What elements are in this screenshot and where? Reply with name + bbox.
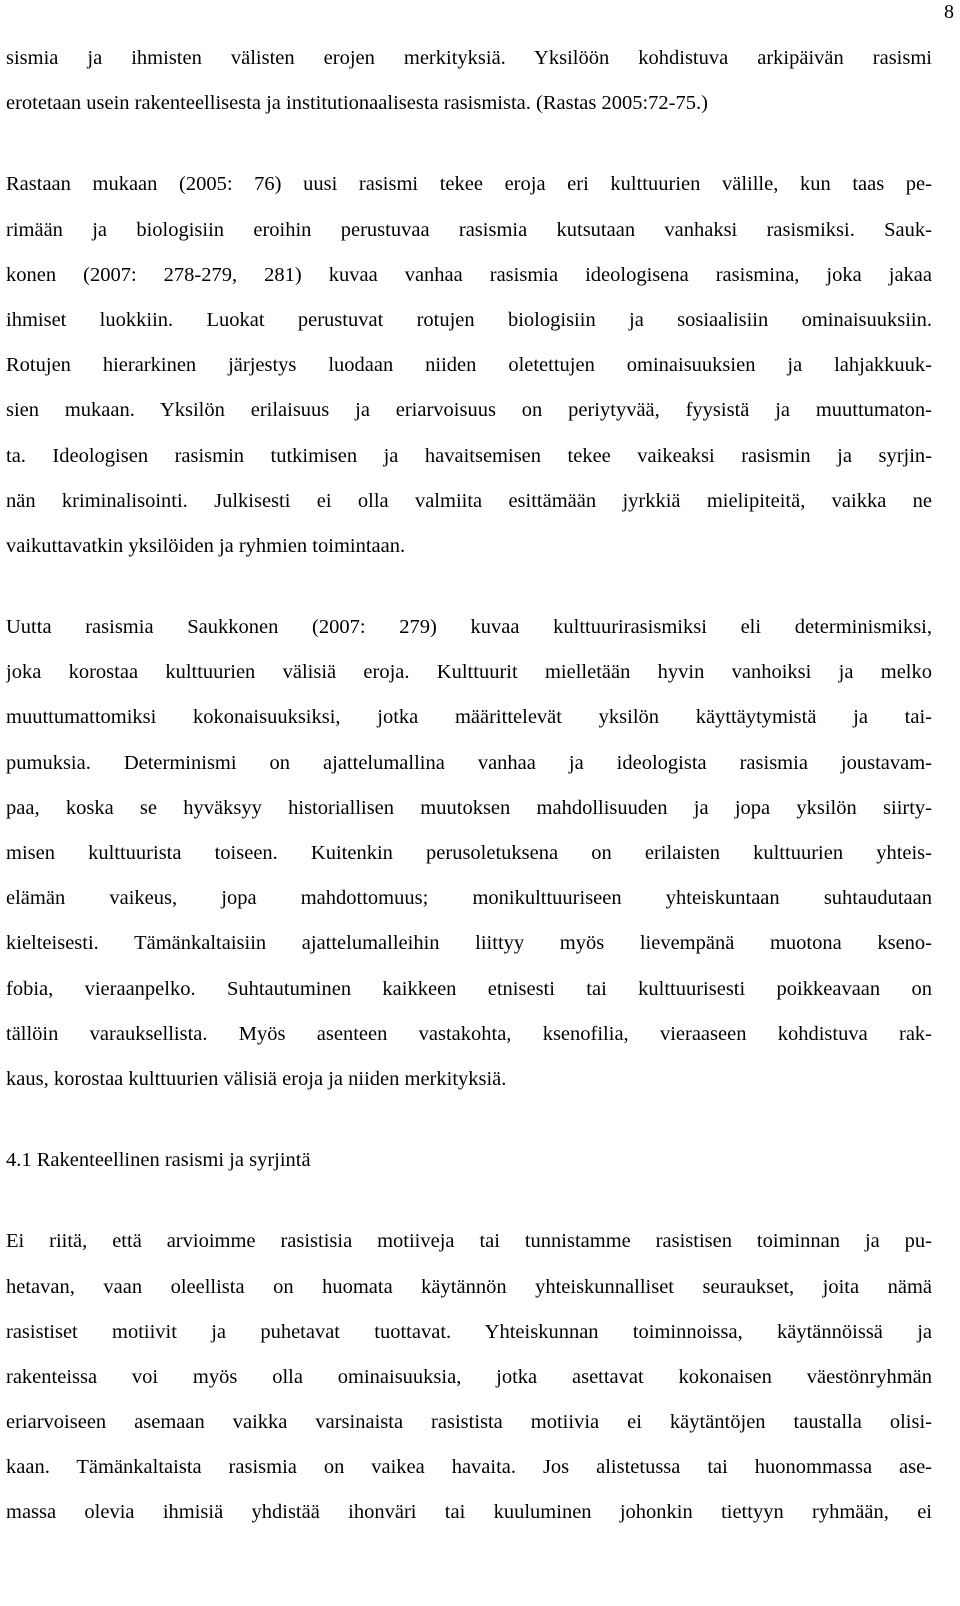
text-line: muuttumattomiksi kokonaisuuksiksi, jotka määrittelevät yksilön käyttäytymistä ja tai- <box>6 706 932 729</box>
text-line: Rastaan mukaan (2005: 76) uusi rasismi tekee eroja eri kulttuurien välille, kun taas pe- <box>6 173 932 196</box>
text-line: kielteisesti. Tämänkaltaisiin ajattelumalleihin liittyy myös lievempänä muotona kseno- <box>6 932 932 955</box>
paragraph-1 <box>6 36 932 126</box>
paragraph-4 <box>6 1219 932 1535</box>
text-line: ihmiset luokkiin. Luokat perustuvat rotujen biologisiin ja sosiaalisiin ominaisuuksiin. <box>6 308 932 331</box>
text-line: rakenteissa voi myös olla ominaisuuksia, jotka asettavat kokonaisen väestönryhmän <box>6 1365 932 1388</box>
text-line: sismia ja ihmisten välisten erojen merkityksiä. Yksilöön kohdistuva arkipäivän rasismi <box>6 47 932 69</box>
section-heading <box>6 1138 932 1183</box>
text-line: pumuksia. Determinismi on ajattelumallina vanhaa ja ideologista rasismia joustavam- <box>6 751 932 774</box>
text-line: joka korostaa kulttuurien välisiä eroja. Kulttuurit mielletään hyvin vanhoiksi ja melko <box>6 661 932 684</box>
text-line: massa olevia ihmisiä yhdistää ihonväri tai kuuluminen johonkin tiettyyn ryhmään, ei <box>6 1501 932 1524</box>
text-line: vaikuttavatkin yksilöiden ja ryhmien toimintaan. <box>6 534 406 557</box>
page-number: 8 <box>944 1 954 23</box>
text-line: nän kriminalisointi. Julkisesti ei olla valmiita esittämään jyrkkiä mielipiteitä, vaikka ne <box>6 489 932 512</box>
text-line: Rotujen hierarkinen järjestys luodaan niiden oletettujen ominaisuuksien ja lahjakkuuk- <box>6 354 932 377</box>
text-line: tällöin varauksellista. Myös asenteen vastakohta, ksenofilia, vieraaseen kohdistuva rak- <box>6 1022 932 1045</box>
text-line: Uutta rasismia Saukkonen (2007: 279) kuvaa kulttuurirasismiksi eli determinismiksi, <box>6 616 932 639</box>
paragraph-2 <box>6 162 932 569</box>
text-line: konen (2007: 278-279, 281) kuvaa vanhaa rasismia ideologisena rasismina, joka jakaa <box>6 263 932 286</box>
text-line: hetavan, vaan oleellista on huomata käytännön yhteiskunnalliset seuraukset, joita nämä <box>6 1275 932 1298</box>
paragraph-3 <box>6 605 932 1102</box>
text-line: ta. Ideologisen rasismin tutkimisen ja havaitsemisen tekee vaikeaksi rasismin ja syrjin- <box>6 444 932 467</box>
document-body <box>6 36 932 1572</box>
text-line: kaan. Tämänkaltaista rasismia on vaikea havaita. Jos alistetussa tai huonommassa ase- <box>6 1456 932 1479</box>
text-line: sien mukaan. Yksilön erilaisuus ja eriarvoisuus on periytyvää, fyysistä ja muuttumaton- <box>6 399 932 422</box>
text-line: kaus, korostaa kulttuurien välisiä eroja ja niiden merkityksiä. <box>6 1067 507 1090</box>
text-line: elämän vaikeus, jopa mahdottomuus; monikulttuuriseen yhteiskuntaan suhtaudutaan <box>6 887 932 910</box>
text-line: rasistiset motiivit ja puhetavat tuottavat. Yhteiskunnan toiminnoissa, käytännöissä ja <box>6 1320 932 1343</box>
section-heading-text: 4.1 Rakenteellinen rasismi ja syrjintä <box>6 1149 311 1172</box>
text-line: rimään ja biologisiin eroihin perustuvaa rasismia kutsutaan vanhaksi rasismiksi. Sauk- <box>6 218 932 241</box>
text-line: eriarvoiseen asemaan vaikka varsinaista rasistista motiivia ei käytäntöjen taustalla olisi- <box>6 1411 932 1434</box>
text-line: erotetaan usein rakenteellisesta ja institutionaalisesta rasismista. (Rastas 2005:72-75.) <box>6 92 708 115</box>
text-line: Ei riitä, että arvioimme rasistisia motiiveja tai tunnistamme rasistisen toiminnan ja pu- <box>6 1230 932 1253</box>
text-line: paa, koska se hyväksyy historiallisen muutoksen mahdollisuuden ja jopa yksilön siirty- <box>6 796 932 819</box>
text-line: fobia, vieraanpelko. Suhtautuminen kaikkeen etnisesti tai kulttuurisesti poikkeavaan on <box>6 977 932 1000</box>
text-line: misen kulttuurista toiseen. Kuitenkin perusoletuksena on erilaisten kulttuurien yhteis- <box>6 842 932 864</box>
